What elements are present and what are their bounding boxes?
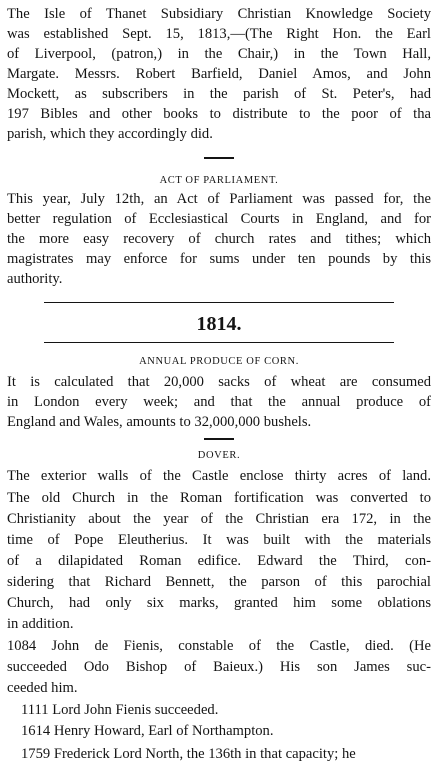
text-line: Mockett, as subscribers in the parish of St. Peter's, had: [7, 86, 431, 102]
text-line: 1759 Frederick Lord North, the 136th in that capacity; he: [21, 746, 356, 762]
text-line: time of Pope Eleutherius. It was built with the materials: [7, 532, 431, 548]
text-line: Margate. Messrs. Robert Barfield, Daniel Amos, and John: [7, 66, 431, 82]
year-rule-top: [44, 302, 394, 303]
text-line: of a dilapidated Roman edifice. Edward the Third, con-: [7, 553, 431, 569]
text-line: parish, which they accordingly did.: [7, 126, 213, 142]
text-line: succeeded Odo Bishop of Baieux.) His son James suc-: [7, 659, 431, 675]
text-line: 1614 Henry Howard, Earl of Northampton.: [21, 723, 274, 739]
text-line: magistrates may enforce for sums under ten pounds by this: [7, 251, 431, 267]
text-line: It is calculated that 20,000 sacks of wheat are consumed: [7, 374, 431, 390]
text-line: authority.: [7, 271, 63, 287]
section-heading: DOVER.: [197, 450, 241, 461]
text-line: The old Church in the Roman fortification was converted to: [7, 490, 431, 506]
text-line: This year, July 12th, an Act of Parliament was passed for, the: [7, 191, 431, 207]
text-line: 1084 John de Fienis, constable of the Castle, died. (He: [7, 638, 431, 654]
text-line: better regulation of Ecclesiastical Courts in England, and for: [7, 211, 431, 227]
year-heading: 1814.: [196, 313, 242, 335]
text-line: Church, had only six marks, granted him some oblations: [7, 595, 431, 611]
text-line: in London every week; and that the annual produce of: [7, 394, 431, 410]
text-line: was established Sept. 15, 1813,—(The Right Hon. the Earl: [7, 26, 431, 42]
text-line: ceeded him.: [7, 680, 78, 696]
section-divider: [204, 438, 234, 440]
text-line: the more easy recovery of church rates and tithes; which: [7, 231, 431, 247]
text-line: England and Wales, amounts to 32,000,000 bushels.: [7, 414, 312, 430]
text-line: sidering that Richard Bennett, the parson of this parochial: [7, 574, 431, 590]
text-line: in addition.: [7, 616, 74, 632]
text-line: Christianity about the year of the Christian era 172, in the: [7, 511, 431, 527]
text-line: of Liverpool, (patron,) in the Chair,) in the Town Hall,: [7, 46, 431, 62]
text-line: The Isle of Thanet Subsidiary Christian Knowledge Society: [7, 6, 431, 22]
section-heading: ACT OF PARLIAMENT.: [159, 175, 279, 186]
section-divider: [204, 157, 234, 159]
text-line: 197 Bibles and other books to distribute to the poor of tha: [7, 106, 431, 122]
text-line: 1111 Lord John Fienis succeeded.: [21, 702, 219, 718]
text-line: The exterior walls of the Castle enclose thirty acres of land.: [7, 468, 431, 484]
year-rule-bottom: [44, 342, 394, 343]
section-heading: ANNUAL PRODUCE OF CORN.: [139, 356, 299, 367]
